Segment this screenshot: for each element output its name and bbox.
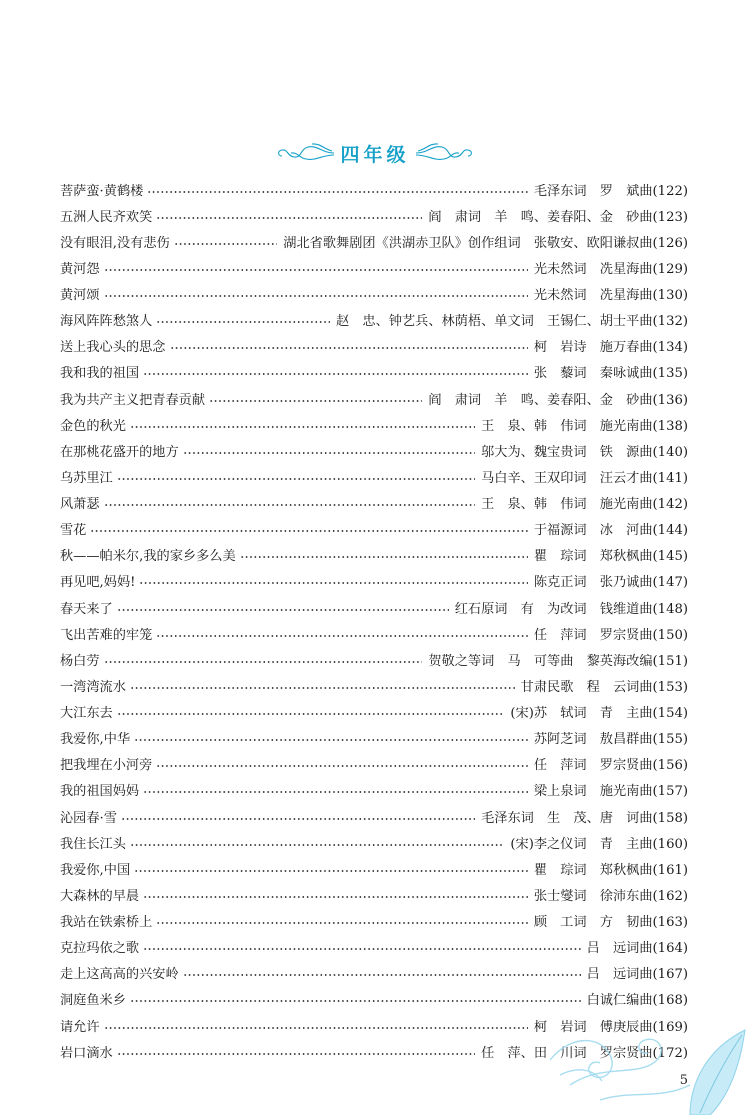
entry-credit: 光未然词 冼星海曲(130) bbox=[533, 288, 688, 304]
entry-credit: 毛泽东词 生 茂、唐 诃曲(158) bbox=[481, 810, 688, 826]
dot-leader bbox=[130, 426, 475, 428]
entry-title: 大江东去 bbox=[60, 706, 113, 722]
entry-title: 我住长江头 bbox=[60, 836, 126, 852]
toc-entry[interactable] bbox=[60, 646, 688, 672]
dot-leader bbox=[183, 452, 475, 454]
section-heading bbox=[0, 136, 750, 170]
toc-entry[interactable] bbox=[60, 176, 688, 202]
dot-leader bbox=[183, 974, 581, 976]
dot-leader bbox=[174, 243, 278, 245]
entry-title: 海风阵阵愁煞人 bbox=[60, 314, 153, 330]
toc-entry[interactable] bbox=[60, 385, 688, 411]
entry-title: 金色的秋光 bbox=[60, 418, 126, 434]
entry-title: 我爱你,中华 bbox=[60, 732, 131, 748]
toc-entry[interactable] bbox=[60, 437, 688, 463]
entry-title: 走上这高高的兴安岭 bbox=[60, 967, 179, 983]
toc-entry[interactable] bbox=[60, 228, 688, 254]
entry-title: 春天来了 bbox=[60, 601, 113, 617]
dot-leader bbox=[121, 818, 475, 820]
entry-title: 黄河怨 bbox=[60, 261, 100, 277]
entry-credit: 任 萍词 罗宗贤曲(156) bbox=[533, 758, 688, 774]
toc-entry[interactable] bbox=[60, 934, 688, 960]
entry-title: 洞庭鱼米乡 bbox=[60, 993, 126, 1009]
toc-entry[interactable] bbox=[60, 881, 688, 907]
toc-entry[interactable] bbox=[60, 699, 688, 725]
dot-leader bbox=[156, 765, 528, 767]
entry-credit: 阎 肃词 羊 鸣、姜春阳、金 砂曲(123) bbox=[428, 209, 688, 225]
dot-leader bbox=[117, 609, 449, 611]
section-title: 四年级 bbox=[340, 143, 410, 166]
dot-leader bbox=[134, 870, 528, 872]
entry-credit: 邬大为、魏宝贵词 铁 源曲(140) bbox=[481, 444, 688, 460]
entry-title: 沁园春·雪 bbox=[60, 810, 117, 826]
toc-entry[interactable] bbox=[60, 516, 688, 542]
entry-title: 风萧瑟 bbox=[60, 497, 100, 513]
dot-leader bbox=[104, 295, 528, 297]
entry-credit: 任 萍词 罗宗贤曲(150) bbox=[533, 627, 688, 643]
toc-entry[interactable] bbox=[60, 490, 688, 516]
entry-credit: 甘肃民歌 程 云词曲(153) bbox=[520, 679, 688, 695]
toc-entry[interactable] bbox=[60, 411, 688, 437]
entry-credit: 陈克正词 张乃诚曲(147) bbox=[533, 575, 688, 591]
dot-leader bbox=[147, 191, 528, 193]
entry-title: 飞出苦难的牢笼 bbox=[60, 627, 153, 643]
dot-leader bbox=[143, 896, 528, 898]
toc-entry[interactable] bbox=[60, 463, 688, 489]
dot-leader bbox=[117, 1053, 475, 1055]
toc-entry[interactable] bbox=[60, 333, 688, 359]
dot-leader bbox=[130, 687, 515, 689]
entry-credit: 贺敬之等词 马 可等曲 黎英海改编(151) bbox=[428, 653, 688, 669]
toc-entry[interactable] bbox=[60, 254, 688, 280]
toc-entry[interactable] bbox=[60, 672, 688, 698]
entry-credit: 于福源词 冰 河曲(144) bbox=[533, 523, 688, 539]
entry-title: 我的祖国妈妈 bbox=[60, 784, 140, 800]
toc-entry[interactable] bbox=[60, 725, 688, 751]
entry-credit: 白诚仁编曲(168) bbox=[586, 993, 688, 1009]
dot-leader bbox=[117, 478, 475, 480]
dot-leader bbox=[139, 582, 527, 584]
dot-leader bbox=[134, 739, 528, 741]
entry-credit: 红石原词 有 为改词 钱维道曲(148) bbox=[454, 601, 688, 617]
toc-entry[interactable] bbox=[60, 751, 688, 777]
dot-leader bbox=[209, 400, 422, 402]
entry-credit: 王 泉、韩 伟词 施光南曲(142) bbox=[481, 497, 688, 513]
entry-credit: 王 泉、韩 伟词 施光南曲(138) bbox=[481, 418, 688, 434]
entry-credit: 赵 忠、钟艺兵、林荫梧、单文词 王锡仁、胡士平曲(132) bbox=[336, 314, 688, 330]
toc-entry[interactable] bbox=[60, 202, 688, 228]
page-number: 5 bbox=[679, 1073, 688, 1088]
dot-leader bbox=[156, 217, 422, 219]
entry-credit: 毛泽东词 罗 斌曲(122) bbox=[533, 183, 688, 199]
toc-entry[interactable] bbox=[60, 307, 688, 333]
entry-credit: 梁上泉词 施光南曲(157) bbox=[533, 784, 688, 800]
dot-leader bbox=[156, 635, 528, 637]
entry-credit: 吕 远词曲(167) bbox=[586, 967, 688, 983]
dot-leader bbox=[90, 530, 527, 532]
dot-leader bbox=[143, 948, 580, 950]
entry-credit: 吕 远词曲(164) bbox=[586, 941, 688, 957]
dot-leader bbox=[104, 661, 423, 663]
entry-credit: 张 藜词 秦咏诚曲(135) bbox=[533, 366, 688, 382]
entry-title: 我为共产主义把青春贡献 bbox=[60, 392, 206, 408]
toc-entry[interactable] bbox=[60, 855, 688, 881]
dot-leader bbox=[130, 1000, 581, 1002]
toc-entry[interactable] bbox=[60, 777, 688, 803]
dot-leader bbox=[104, 504, 476, 506]
entry-credit: 柯 岩词 傅庚辰曲(169) bbox=[533, 1019, 688, 1035]
entry-credit: 阎 肃词 羊 鸣、姜春阳、金 砂曲(136) bbox=[428, 392, 688, 408]
dot-leader bbox=[104, 1027, 528, 1029]
dot-leader bbox=[130, 844, 504, 846]
dot-leader bbox=[117, 713, 505, 715]
dot-leader bbox=[240, 556, 528, 558]
entry-title: 把我埋在小河旁 bbox=[60, 758, 153, 774]
entry-title: 乌苏里江 bbox=[60, 470, 113, 486]
entry-credit: 顾 工词 方 韧曲(163) bbox=[533, 915, 688, 931]
entry-credit: 苏阿芝词 敖昌群曲(155) bbox=[533, 732, 688, 748]
entry-title: 再见吧,妈妈! bbox=[60, 575, 136, 591]
dot-leader bbox=[143, 373, 528, 375]
dot-leader bbox=[143, 791, 528, 793]
entry-title: 克拉玛依之歌 bbox=[60, 941, 140, 957]
swirl-leaf-decoration-icon bbox=[540, 1005, 750, 1115]
entry-title: 杨白劳 bbox=[60, 653, 100, 669]
toc-entry[interactable] bbox=[60, 620, 688, 646]
toc-entry[interactable] bbox=[60, 359, 688, 385]
toc-entry[interactable] bbox=[60, 960, 688, 986]
table-of-contents bbox=[60, 176, 688, 1064]
entry-credit: 任 萍、田 川词 罗宗贤曲(172) bbox=[481, 1045, 688, 1061]
toc-entry[interactable] bbox=[60, 908, 688, 934]
entry-title: 我站在铁索桥上 bbox=[60, 915, 153, 931]
entry-title: 送上我心头的思念 bbox=[60, 340, 166, 356]
entry-title: 我和我的祖国 bbox=[60, 366, 140, 382]
entry-title: 请允许 bbox=[60, 1019, 100, 1035]
dot-leader bbox=[170, 347, 528, 349]
entry-title: 五洲人民齐欢笑 bbox=[60, 209, 153, 225]
flourish-right-icon bbox=[414, 141, 476, 165]
entry-title: 雪花 bbox=[60, 523, 87, 539]
entry-credit: (宋)李之仪词 青 主曲(160) bbox=[510, 836, 688, 852]
toc-entry[interactable] bbox=[60, 568, 688, 594]
entry-title: 菩萨蛮·黄鹤楼 bbox=[60, 183, 144, 199]
entry-credit: 张士燮词 徐沛东曲(162) bbox=[533, 888, 688, 904]
entry-title: 岩口滴水 bbox=[60, 1045, 113, 1061]
entry-title: 秋——帕米尔,我的家乡多么美 bbox=[60, 549, 236, 565]
flourish-left-icon bbox=[274, 141, 336, 165]
entry-title: 大森林的早晨 bbox=[60, 888, 140, 904]
entry-title: 我爱你,中国 bbox=[60, 862, 131, 878]
toc-entry[interactable] bbox=[60, 803, 688, 829]
entry-credit: 瞿 琮词 郑秋枫曲(161) bbox=[533, 862, 688, 878]
entry-credit: 湖北省歌舞剧团《洪湖赤卫队》创作组词 张敬安、欧阳谦叔曲(126) bbox=[283, 235, 688, 251]
entry-credit: 马白辛、王双印词 汪云才曲(141) bbox=[481, 470, 688, 486]
dot-leader bbox=[156, 321, 330, 323]
toc-entry[interactable] bbox=[60, 542, 688, 568]
toc-entry[interactable] bbox=[60, 829, 688, 855]
toc-entry[interactable] bbox=[60, 281, 688, 307]
entry-title: 黄河颂 bbox=[60, 288, 100, 304]
entry-credit: 光未然词 冼星海曲(129) bbox=[533, 261, 688, 277]
entry-title: 在那桃花盛开的地方 bbox=[60, 444, 179, 460]
entry-credit: (宋)苏 轼词 青 主曲(154) bbox=[510, 706, 688, 722]
entry-title: 没有眼泪,没有悲伤 bbox=[60, 235, 170, 251]
entry-title: 一湾湾流水 bbox=[60, 679, 126, 695]
dot-leader bbox=[156, 922, 528, 924]
toc-entry[interactable] bbox=[60, 594, 688, 620]
entry-credit: 瞿 琮词 郑秋枫曲(145) bbox=[533, 549, 688, 565]
dot-leader bbox=[104, 269, 528, 271]
entry-credit: 柯 岩诗 施万春曲(134) bbox=[533, 340, 688, 356]
